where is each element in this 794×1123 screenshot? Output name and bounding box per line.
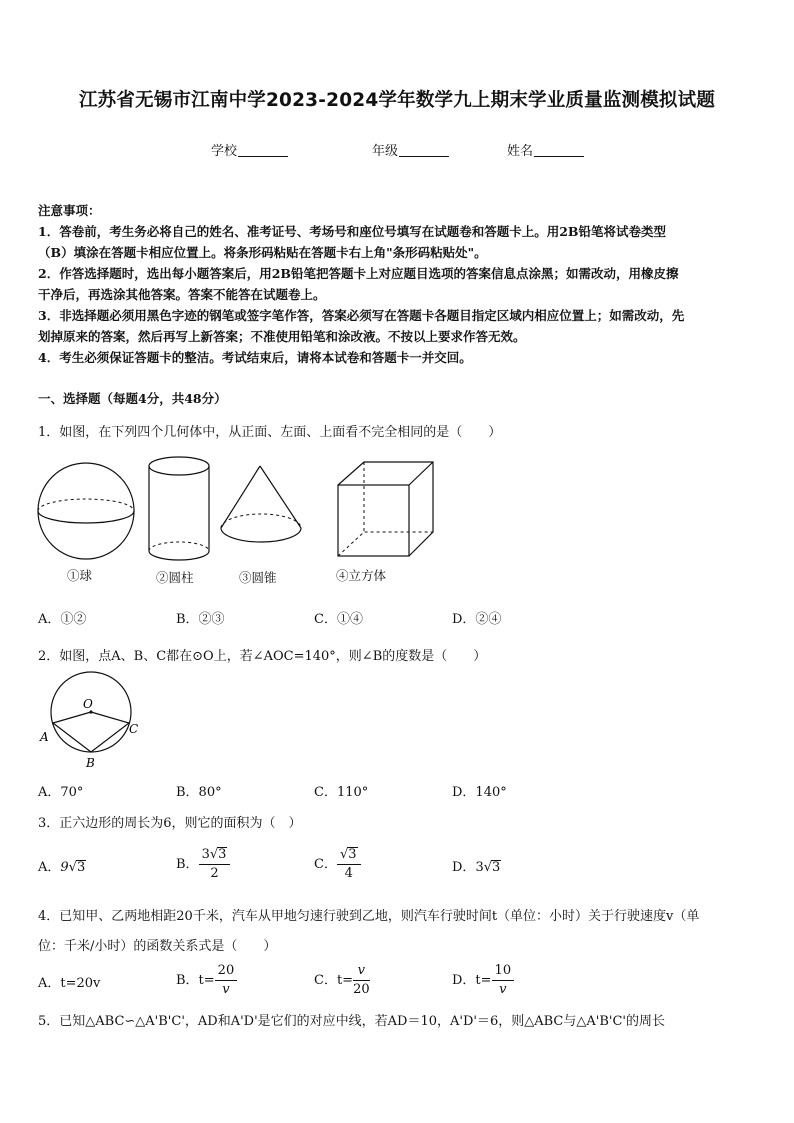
q5-stem: 5．已知△ABC∽△A'B'C'，AD和A'D'是它们的对应中线，若AD＝10，A'D'＝6，则△ABC与△A'B'C'的周长 — [38, 1014, 665, 1029]
option-label: D． — [452, 860, 476, 875]
point-b-label: B — [86, 756, 95, 770]
q1-stem: 1．如图，在下列四个几何体中，从正面、左面、上面看不完全相同的是（ ） — [38, 425, 502, 440]
option-label: D．t= — [452, 973, 492, 988]
name-blank — [534, 142, 584, 157]
q1-option-d[interactable]: D．②④ — [452, 612, 502, 627]
q1-option-b[interactable]: B．②③ — [176, 612, 225, 627]
radicand: 3 — [218, 847, 227, 862]
point-a-label: A — [40, 730, 49, 744]
cone-figure — [221, 466, 301, 542]
cylinder-figure — [149, 457, 209, 560]
q4-option-c[interactable] — [314, 962, 370, 999]
point-c-label: C — [129, 722, 139, 736]
q4-option-b[interactable] — [176, 962, 237, 999]
grade-blank — [399, 142, 449, 157]
numerator: v — [353, 962, 370, 981]
radical-sign: √ — [209, 847, 219, 862]
notice-line: 4．考生必须保证答题卡的整洁。考试结束后，请将本试卷和答题卡一并交回。 — [38, 350, 472, 365]
notice-line: 2．作答选择题时，选出每小题答案后，用2B铅笔把答题卡上对应题目选项的答案信息点涂黑；如需改动，用橡皮擦 — [38, 266, 679, 281]
denominator: v — [222, 982, 230, 997]
radical-sign: √ — [483, 860, 493, 875]
option-label: B． — [176, 857, 199, 872]
paper-title: 江苏省无锡市江南中学2023-2024学年数学九上期末学业质量监测模拟试题 — [78, 90, 716, 111]
q3-option-b[interactable] — [176, 846, 230, 883]
fraction — [353, 962, 370, 999]
q3-option-d[interactable] — [452, 856, 501, 875]
caption-cube: ④立方体 — [336, 568, 387, 583]
fraction — [199, 846, 231, 883]
q2-circle-figure — [36, 670, 148, 774]
school-blank — [238, 142, 288, 157]
notice-line: 干净后，再选涂其他答案。答案不能答在试题卷上。 — [38, 287, 326, 302]
radicand: 3 — [76, 860, 86, 875]
coefficient: 9 — [60, 860, 69, 875]
radical-sign: √ — [339, 847, 349, 862]
notice-heading: 注意事项： — [38, 203, 101, 218]
option-label: C． — [314, 857, 337, 872]
grade-field — [372, 140, 449, 159]
denominator: v — [499, 982, 507, 997]
q2-option-b[interactable]: B．80° — [176, 785, 222, 800]
radical-sign: √ — [68, 860, 77, 875]
section-heading: 一、选择题（每题4分，共48分） — [38, 391, 227, 406]
caption-sphere: ①球 — [67, 568, 93, 583]
grade-label: 年级 — [372, 144, 399, 159]
q4-option-a[interactable]: A．t=20v — [38, 976, 101, 991]
cube-figure — [338, 462, 433, 556]
numerator: 20 — [215, 962, 238, 981]
q2-option-d[interactable]: D．140° — [452, 785, 507, 800]
denominator: 4 — [344, 866, 353, 881]
notice-block — [38, 200, 760, 368]
q4-stem-line2: 位：千米/小时）的函数关系式是（ ） — [38, 939, 277, 954]
notice-line: 3．非选择题必须用黑色字迹的钢笔或签字笔作答，答案必须写在答题卡各题目指定区域内相应位置上；如需改动，先 — [38, 308, 685, 323]
fraction — [337, 846, 361, 883]
q2-stem: 2．如图，点A、B、C都在⊙O上，若∠AOC=140°，则∠B的度数是（ ） — [38, 649, 487, 664]
q2-option-a[interactable]: A．70° — [38, 785, 84, 800]
q3-option-a[interactable] — [38, 856, 86, 875]
fraction — [215, 962, 238, 999]
sphere-figure — [38, 463, 134, 559]
notice-line: （B）填涂在答题卡相应位置上。将条形码粘贴在答题卡右上角"条形码粘贴处"。 — [38, 245, 487, 260]
q3-stem: 3．正六边形的周长为6，则它的面积为（ ） — [38, 816, 302, 831]
fraction — [492, 962, 515, 999]
q4-stem-line1: 4．已知甲、乙两地相距20千米，汽车从甲地匀速行驶到乙地，则汽车行驶时间t（单位：小时）关于行驶速度v（单 — [38, 909, 700, 924]
denominator: 2 — [210, 866, 219, 881]
option-label: C．t= — [314, 973, 354, 988]
q1-option-a[interactable]: A．①② — [38, 612, 87, 627]
coefficient: 3 — [201, 847, 210, 862]
q3-option-c[interactable] — [314, 846, 361, 883]
option-label: A． — [38, 860, 61, 875]
q1-option-c[interactable]: C．①④ — [314, 612, 363, 627]
caption-cone: ③圆锥 — [239, 570, 277, 585]
radicand: 3 — [348, 847, 357, 862]
numerator: 10 — [492, 962, 515, 981]
school-field — [211, 140, 288, 159]
notice-line: 划掉原来的答案，然后再写上新答案；不准使用铅笔和涂改液。不按以上要求作答无效。 — [38, 329, 526, 344]
point-o-label: O — [83, 697, 93, 711]
radicand: 3 — [492, 860, 501, 875]
notice-line: 1．答卷前，考生务必将自己的姓名、准考证号、考场号和座位号填写在试题卷和答题卡上。用2B铅笔将试卷类型 — [38, 224, 666, 239]
q4-option-d[interactable] — [452, 962, 514, 999]
option-label: B．t= — [176, 973, 215, 988]
q2-option-c[interactable]: C．110° — [314, 785, 369, 800]
name-label: 姓名 — [507, 144, 534, 159]
q1-solids-figure — [30, 456, 450, 566]
name-field — [507, 140, 584, 159]
coefficient: 3 — [475, 860, 484, 875]
denominator: 20 — [353, 982, 370, 997]
caption-cylinder: ②圆柱 — [156, 570, 194, 585]
school-label: 学校 — [211, 144, 238, 159]
